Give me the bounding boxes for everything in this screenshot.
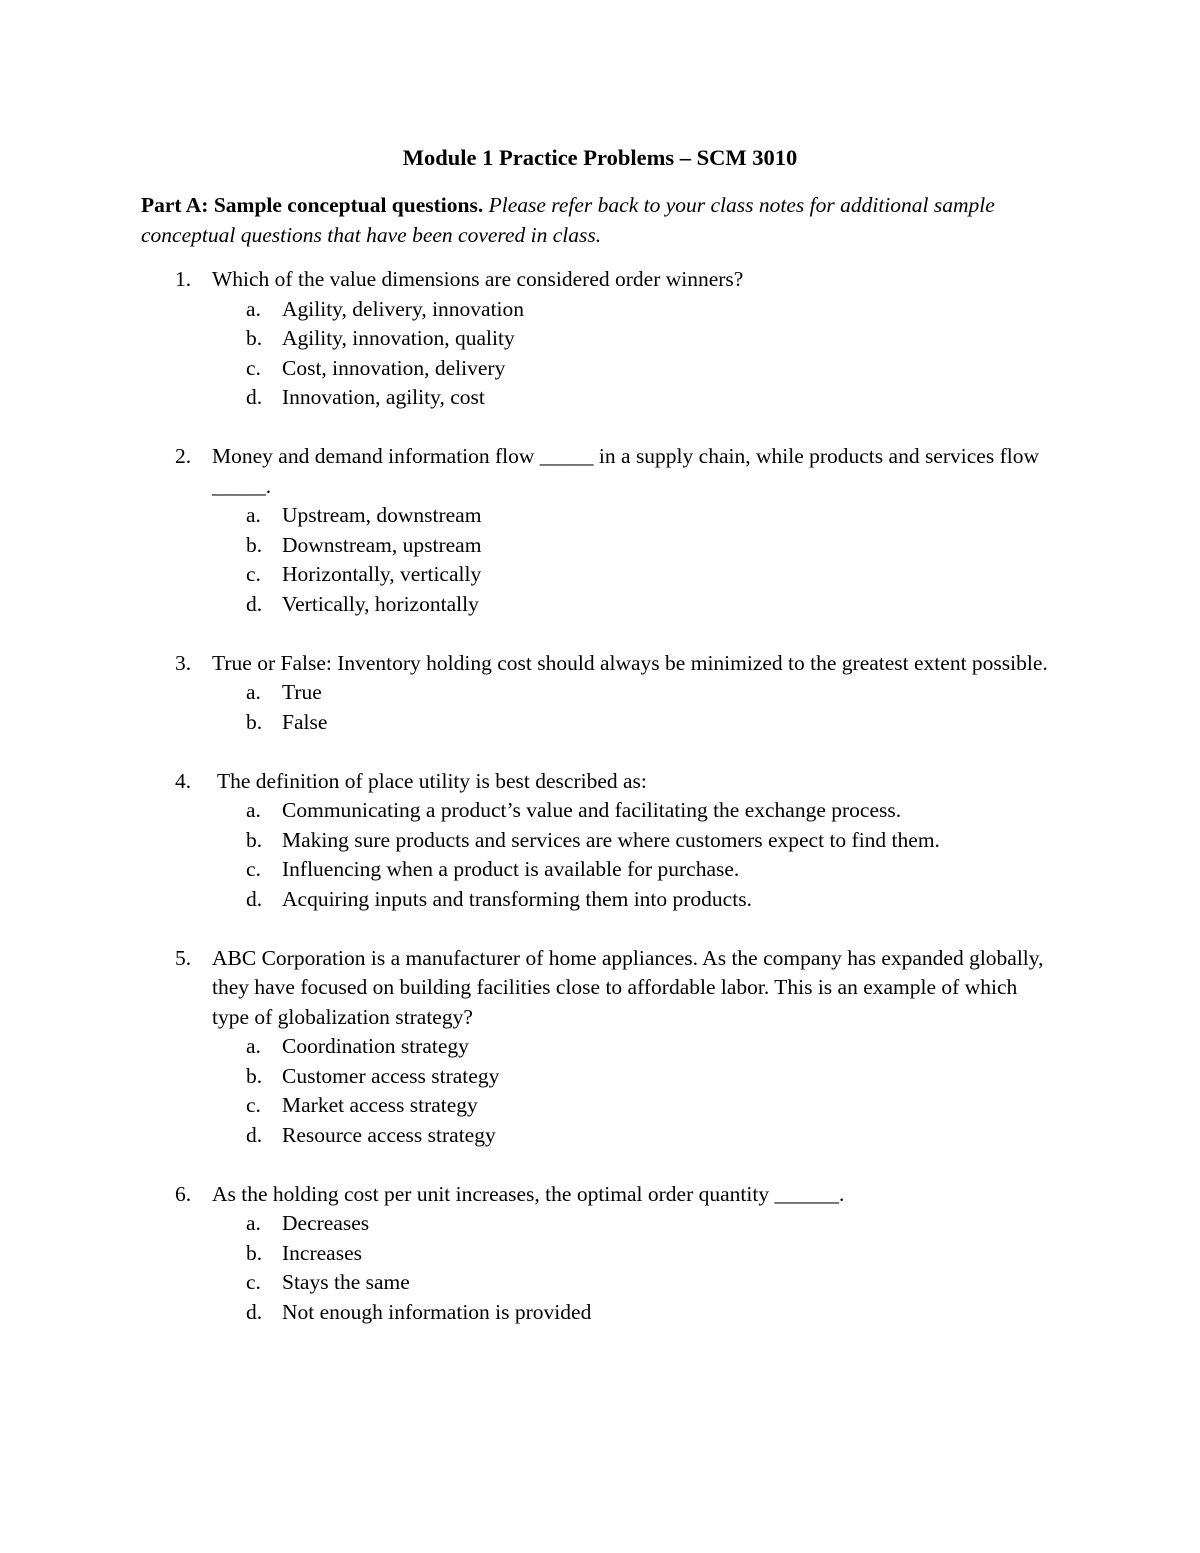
option-letter: d. xyxy=(246,1299,263,1324)
question-number: 5. xyxy=(175,945,192,970)
question-number: 2. xyxy=(175,444,192,468)
answer-option xyxy=(0,501,1200,531)
answer-option xyxy=(0,1062,1200,1092)
answer-options xyxy=(0,1209,1200,1327)
question-5 xyxy=(0,944,1200,1151)
question-text: The definition of place utility is best described as: xyxy=(217,768,647,793)
answer-option xyxy=(0,1268,1200,1298)
option-text: Downstream, upstream xyxy=(282,532,482,557)
option-text: Horizontally, vertically xyxy=(282,562,482,586)
part-a-note: Please refer back to your class notes for additional sample conceptual questions that have been covered in class. xyxy=(141,193,995,247)
answer-options xyxy=(0,1032,1200,1150)
question-1 xyxy=(0,265,1200,413)
option-letter: b. xyxy=(246,532,263,557)
option-letter: a. xyxy=(246,296,261,321)
question-6 xyxy=(0,1180,1200,1328)
answer-option xyxy=(0,531,1200,561)
option-letter: c. xyxy=(246,562,261,586)
question-number: 6. xyxy=(175,1181,192,1206)
answer-option xyxy=(0,678,1200,708)
answer-option xyxy=(0,1032,1200,1062)
answer-options xyxy=(0,796,1200,914)
option-text: Communicating a product’s value and facilitating the exchange process. xyxy=(282,798,902,822)
question-text: As the holding cost per unit increases, the optimal order quantity ______. xyxy=(212,1181,845,1206)
document-title: Module 1 Practice Problems – SCM 3010 xyxy=(402,145,798,170)
question-text: Which of the value dimensions are considered order winners? xyxy=(212,267,744,291)
option-letter: b. xyxy=(246,709,263,734)
option-letter: d. xyxy=(246,886,263,911)
answer-option xyxy=(0,1239,1200,1269)
option-text: Increases xyxy=(282,1240,362,1265)
option-text: Agility, delivery, innovation xyxy=(282,296,525,321)
option-letter: c. xyxy=(246,857,261,881)
answer-options xyxy=(0,295,1200,413)
option-letter: a. xyxy=(246,1211,261,1235)
option-letter: c. xyxy=(246,1270,261,1294)
option-text: Stays the same xyxy=(282,1270,410,1294)
option-letter: d. xyxy=(246,385,263,409)
answer-option xyxy=(0,1209,1200,1239)
question-text: Money and demand information flow _____ in a supply chain, while products and services flow _____. xyxy=(212,444,1039,498)
question-text: ABC Corporation is a manufacturer of home appliances. As the company has expanded globally, they have focused on building facilities close to affordable labor. This is an example of which type of globalization strategy? xyxy=(212,945,1044,1029)
question-number: 3. xyxy=(175,650,192,675)
option-text: Not enough information is provided xyxy=(282,1299,592,1324)
option-letter: a. xyxy=(246,1034,261,1058)
option-text: Innovation, agility, cost xyxy=(282,385,485,409)
answer-options xyxy=(0,501,1200,619)
option-text: Market access strategy xyxy=(282,1093,478,1117)
answer-option xyxy=(0,1298,1200,1328)
option-letter: a. xyxy=(246,680,261,704)
question-number: 4. xyxy=(175,768,192,793)
answer-option xyxy=(0,1121,1200,1151)
option-letter: b. xyxy=(246,1240,263,1265)
option-letter: b. xyxy=(246,827,263,852)
answer-option xyxy=(0,885,1200,915)
answer-option xyxy=(0,560,1200,590)
option-letter: c. xyxy=(246,355,261,380)
question-3 xyxy=(0,649,1200,738)
option-text: True xyxy=(282,680,322,704)
answer-options xyxy=(0,678,1200,737)
part-a-heading: Part A: Sample conceptual questions. xyxy=(141,193,484,217)
answer-option xyxy=(0,295,1200,325)
option-letter: b. xyxy=(246,326,263,350)
option-letter: b. xyxy=(246,1063,263,1088)
option-letter: d. xyxy=(246,591,263,616)
option-text: Influencing when a product is available for purchase. xyxy=(282,857,740,881)
answer-option xyxy=(0,855,1200,885)
question-2 xyxy=(0,442,1200,619)
answer-option xyxy=(0,708,1200,738)
question-text: True or False: Inventory holding cost should always be minimized to the greatest extent possible. xyxy=(212,650,1048,675)
answer-option xyxy=(0,796,1200,826)
option-text: Resource access strategy xyxy=(282,1122,496,1147)
option-text: Acquiring inputs and transforming them into products. xyxy=(282,886,752,911)
option-text: Coordination strategy xyxy=(282,1034,469,1058)
option-text: False xyxy=(282,709,328,734)
option-text: Upstream, downstream xyxy=(282,503,482,527)
option-letter: a. xyxy=(246,798,261,822)
answer-option xyxy=(0,383,1200,413)
option-text: Decreases xyxy=(282,1211,370,1235)
answer-option xyxy=(0,590,1200,620)
part-a-intro xyxy=(141,191,1041,250)
option-text: Making sure products and services are where customers expect to find them. xyxy=(282,827,940,852)
option-letter: c. xyxy=(246,1093,261,1117)
option-letter: a. xyxy=(246,503,261,527)
option-text: Cost, innovation, delivery xyxy=(282,355,506,380)
answer-option xyxy=(0,324,1200,354)
option-letter: d. xyxy=(246,1122,263,1147)
answer-option xyxy=(0,826,1200,856)
answer-option xyxy=(0,354,1200,384)
option-text: Vertically, horizontally xyxy=(282,591,479,616)
option-text: Customer access strategy xyxy=(282,1063,500,1088)
question-4 xyxy=(0,767,1200,915)
question-list xyxy=(0,265,1200,1357)
option-text: Agility, innovation, quality xyxy=(282,326,515,350)
answer-option xyxy=(0,1091,1200,1121)
question-number: 1. xyxy=(175,267,192,291)
